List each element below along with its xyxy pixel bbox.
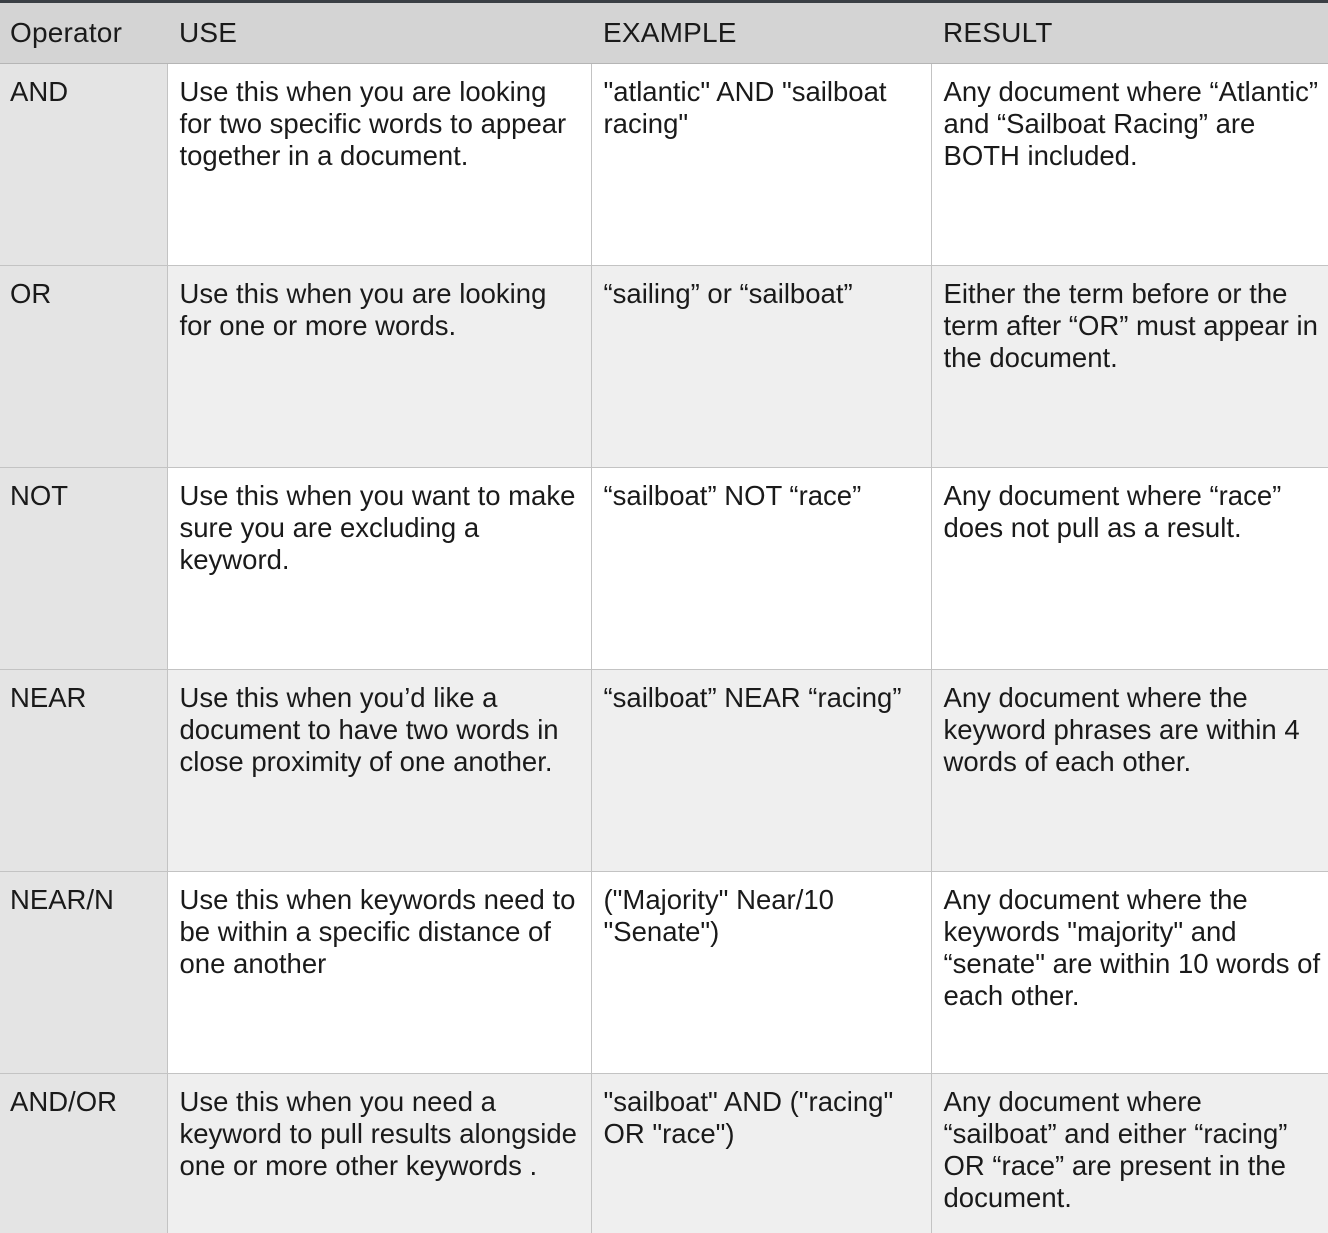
header-operator: Operator <box>0 3 167 63</box>
boolean-operators-table <box>0 3 1328 1233</box>
header-result: RESULT <box>931 3 1328 63</box>
table-row <box>0 63 1328 265</box>
table-row <box>0 265 1328 467</box>
table-row <box>0 467 1328 669</box>
table-body <box>0 63 1328 1233</box>
example-cell: “sailboat” NOT “race” <box>591 467 931 669</box>
operator-cell: NEAR <box>0 669 167 871</box>
operator-cell: NOT <box>0 467 167 669</box>
result-cell: Any document where “race” does not pull as a result. <box>931 467 1328 669</box>
result-cell: Any document where the keyword phrases are within 4 words of each other. <box>931 669 1328 871</box>
operator-cell: AND <box>0 63 167 265</box>
result-cell: Any document where “Atlantic” and “Sailboat Racing” are BOTH included. <box>931 63 1328 265</box>
example-cell: “sailboat” NEAR “racing” <box>591 669 931 871</box>
example-cell: “sailing” or “sailboat” <box>591 265 931 467</box>
use-cell: Use this when you need a keyword to pull results alongside one or more other keywords . <box>167 1073 591 1233</box>
result-cell: Any document where “sailboat” and either “racing” OR “race” are present in the document. <box>931 1073 1328 1233</box>
operator-cell: NEAR/N <box>0 871 167 1073</box>
example-cell: "sailboat" AND ("racing" OR "race") <box>591 1073 931 1233</box>
use-cell: Use this when you’d like a document to have two words in close proximity of one another. <box>167 669 591 871</box>
table-header <box>0 3 1328 63</box>
table-row <box>0 871 1328 1073</box>
operator-cell: AND/OR <box>0 1073 167 1233</box>
header-example: EXAMPLE <box>591 3 931 63</box>
example-cell: "atlantic" AND "sailboat racing" <box>591 63 931 265</box>
example-cell: ("Majority" Near/10 "Senate") <box>591 871 931 1073</box>
result-cell: Any document where the keywords "majority" and “senate" are within 10 words of each other. <box>931 871 1328 1073</box>
use-cell: Use this when you are looking for two specific words to appear together in a document. <box>167 63 591 265</box>
operator-cell: OR <box>0 265 167 467</box>
use-cell: Use this when you want to make sure you are excluding a keyword. <box>167 467 591 669</box>
table-row <box>0 1073 1328 1233</box>
header-row <box>0 3 1328 63</box>
use-cell: Use this when keywords need to be within a specific distance of one another <box>167 871 591 1073</box>
table-row <box>0 669 1328 871</box>
use-cell: Use this when you are looking for one or more words. <box>167 265 591 467</box>
header-use: USE <box>167 3 591 63</box>
result-cell: Either the term before or the term after “OR” must appear in the document. <box>931 265 1328 467</box>
